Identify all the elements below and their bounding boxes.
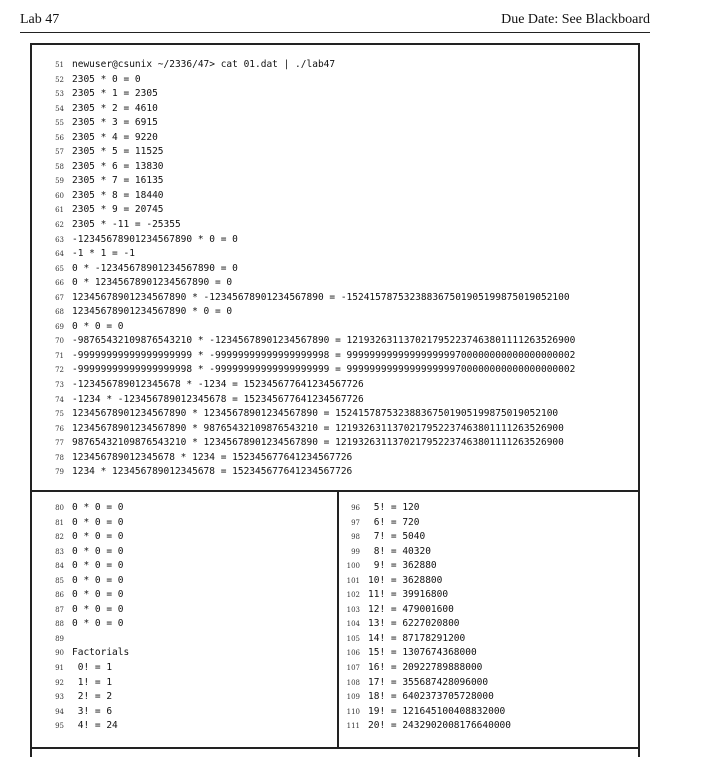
code-text: -99999999999999999999 * -99999999999999999998 = 9999999999999999999700000000000000000002 [72, 349, 576, 361]
code-line [344, 516, 511, 531]
code-text: 6! = 720 [368, 516, 420, 528]
code-line [344, 690, 511, 705]
terminal-output-left-column [44, 501, 129, 734]
code-text: 0 * 0 = 0 [72, 603, 124, 615]
code-text: 18! = 6402373705728000 [368, 691, 494, 703]
line-number: 106 [346, 649, 360, 658]
code-text: 98765432109876543210 * 12345678901234567890 = 1219326311370217952237463801111263526900 [72, 437, 564, 449]
code-line [44, 530, 129, 545]
line-number: 98 [351, 533, 360, 542]
line-number: 97 [351, 518, 360, 527]
code-line [44, 393, 575, 408]
line-number: 62 [55, 221, 64, 230]
code-line [344, 501, 511, 516]
line-number: 52 [55, 75, 64, 84]
code-text: -1 * 1 = -1 [72, 248, 135, 260]
code-line [44, 334, 575, 349]
code-text: -123456789012345678 * -1234 = 152345677641234567726 [72, 379, 364, 391]
code-text: 123456789012345678 * 1234 = 152345677641234567726 [72, 451, 353, 463]
code-text: 19! = 121645100408832000 [368, 705, 506, 717]
line-number: 102 [346, 591, 360, 600]
line-number: 70 [55, 337, 64, 346]
code-line [44, 465, 575, 480]
code-text: 0! = 1 [72, 662, 113, 674]
code-line [44, 378, 575, 393]
code-text: 0 * 0 = 0 [72, 574, 124, 586]
code-text: 0 * 0 = 0 [72, 502, 124, 513]
code-line [44, 305, 575, 320]
code-line [44, 705, 129, 720]
code-text: Factorials [72, 647, 130, 659]
code-line [44, 501, 129, 516]
code-line [44, 719, 129, 734]
code-text: 4! = 24 [72, 720, 118, 732]
code-text: 2305 * 9 = 20745 [72, 204, 164, 216]
code-line [44, 189, 575, 204]
code-text: 2305 * 2 = 4610 [72, 102, 158, 114]
line-number: 100 [346, 562, 360, 571]
code-line [44, 276, 575, 291]
code-text: 5! = 120 [368, 502, 420, 513]
code-line [44, 73, 575, 88]
code-line [344, 632, 511, 647]
code-line [344, 545, 511, 560]
line-number: 110 [346, 707, 360, 716]
code-text: 2305 * 5 = 11525 [72, 146, 164, 158]
line-number: 88 [55, 620, 64, 629]
code-line [44, 349, 575, 364]
code-text: -99999999999999999998 * -99999999999999999999 = 9999999999999999999700000000000000000002 [72, 364, 576, 376]
line-number: 58 [55, 162, 64, 171]
line-number: 89 [55, 634, 64, 643]
code-line [44, 102, 575, 117]
line-number: 73 [55, 381, 64, 390]
line-number: 54 [55, 104, 64, 113]
code-text: 20! = 2432902008176640000 [368, 720, 511, 732]
line-number: 79 [55, 468, 64, 477]
code-line [44, 87, 575, 102]
code-line [44, 262, 575, 277]
line-number: 77 [55, 439, 64, 448]
code-line [44, 646, 129, 661]
line-number: 90 [55, 649, 64, 658]
code-line [44, 407, 575, 422]
code-text: 15! = 1307674368000 [368, 647, 477, 659]
code-text: 14! = 87178291200 [368, 632, 466, 644]
code-line [44, 131, 575, 146]
code-text: 12345678901234567890 * 98765432109876543210 = 1219326311370217952237463801111263526900 [72, 422, 564, 434]
code-text: 0 * 0 = 0 [72, 589, 124, 601]
code-text: newuser@csunix ~/2336/47> cat 01.dat | ./lab47 [72, 59, 336, 70]
code-line [44, 291, 575, 306]
line-number: 104 [346, 620, 360, 629]
line-number: 51 [55, 61, 64, 69]
line-number: 108 [346, 678, 360, 687]
code-line [344, 646, 511, 661]
code-line [344, 559, 511, 574]
line-number: 63 [55, 235, 64, 244]
line-number: 56 [55, 133, 64, 142]
line-number: 76 [55, 424, 64, 433]
code-line [44, 545, 129, 560]
code-line [44, 422, 575, 437]
code-line [44, 116, 575, 131]
code-text: 2305 * 3 = 6915 [72, 117, 158, 129]
code-line [44, 516, 129, 531]
code-line [44, 436, 575, 451]
listing-bottom-border [30, 747, 640, 749]
code-line [44, 603, 129, 618]
line-number: 57 [55, 148, 64, 157]
code-text: 0 * 12345678901234567890 = 0 [72, 277, 233, 289]
listing-divider-vertical [337, 492, 339, 747]
line-number: 78 [55, 453, 64, 462]
line-number: 101 [346, 576, 360, 585]
line-number: 69 [55, 322, 64, 331]
line-number: 105 [346, 634, 360, 643]
code-text: 0 * 0 = 0 [72, 618, 124, 630]
code-text: 17! = 355687428096000 [368, 676, 489, 688]
code-text: 2! = 2 [72, 691, 113, 703]
code-text: 2305 * 0 = 0 [72, 73, 141, 85]
code-line [344, 705, 511, 720]
code-text: -12345678901234567890 * 0 = 0 [72, 233, 238, 245]
code-line [344, 603, 511, 618]
line-number: 85 [55, 576, 64, 585]
code-text: 2305 * 6 = 13830 [72, 160, 164, 172]
code-text: 0 * 0 = 0 [72, 545, 124, 557]
code-line [344, 617, 511, 632]
line-number: 71 [55, 351, 64, 360]
line-number: 91 [55, 664, 64, 673]
line-number: 68 [55, 308, 64, 317]
code-text: 0 * -12345678901234567890 = 0 [72, 262, 238, 274]
line-number: 66 [55, 279, 64, 288]
code-text: 0 * 0 = 0 [72, 531, 124, 543]
code-line [344, 574, 511, 589]
line-number: 83 [55, 547, 64, 556]
code-line [344, 719, 511, 734]
code-text: 16! = 20922789888000 [368, 662, 483, 674]
line-number: 99 [351, 547, 360, 556]
line-number: 65 [55, 264, 64, 273]
line-number: 94 [55, 707, 64, 716]
code-line [44, 145, 575, 160]
code-text: 2305 * 8 = 18440 [72, 189, 164, 201]
code-text: 8! = 40320 [368, 545, 431, 557]
code-line [44, 203, 575, 218]
code-text: -1234 * -123456789012345678 = 152345677641234567726 [72, 393, 364, 405]
code-text: 0 * 0 = 0 [72, 516, 124, 528]
code-line [44, 233, 575, 248]
line-number: 103 [346, 605, 360, 614]
code-text: 7! = 5040 [368, 531, 426, 543]
line-number: 92 [55, 678, 64, 687]
code-text: 1! = 1 [72, 676, 113, 688]
code-line [44, 661, 129, 676]
line-number: 109 [346, 693, 360, 702]
line-number: 67 [55, 293, 64, 302]
code-text: 13! = 6227020800 [368, 618, 460, 630]
code-text: 12! = 479001600 [368, 603, 454, 615]
code-text: -98765432109876543210 * -12345678901234567890 = 1219326311370217952237463801111263526900 [72, 335, 576, 347]
code-text: 2305 * 4 = 9220 [72, 131, 158, 143]
line-number: 93 [55, 693, 64, 702]
line-number: 55 [55, 119, 64, 128]
line-number: 96 [351, 504, 360, 512]
line-number: 60 [55, 191, 64, 200]
code-line [344, 676, 511, 691]
terminal-output-top [44, 58, 575, 480]
line-number: 80 [55, 504, 64, 512]
code-text: 10! = 3628800 [368, 574, 443, 586]
line-number: 64 [55, 250, 64, 259]
code-line [44, 218, 575, 233]
code-line [344, 588, 511, 603]
code-text: 0 * 0 = 0 [72, 320, 124, 332]
code-text: 12345678901234567890 * 0 = 0 [72, 306, 233, 318]
line-number: 111 [346, 722, 360, 731]
code-text: 12345678901234567890 * 12345678901234567890 = 152415787532388367501905199875019052100 [72, 408, 559, 420]
code-line [44, 174, 575, 189]
line-number: 86 [55, 591, 64, 600]
line-number: 81 [55, 518, 64, 527]
code-line [44, 676, 129, 691]
code-line [44, 632, 129, 647]
line-number: 95 [55, 722, 64, 731]
code-line [44, 320, 575, 335]
listing-divider-horizontal [30, 490, 640, 492]
code-text: 2305 * 7 = 16135 [72, 175, 164, 187]
line-number: 84 [55, 562, 64, 571]
code-text: 1234 * 123456789012345678 = 152345677641234567726 [72, 466, 353, 478]
line-number: 82 [55, 533, 64, 542]
code-line [344, 661, 511, 676]
code-line [44, 363, 575, 378]
code-text: 2305 * 1 = 2305 [72, 88, 158, 100]
code-text: 9! = 362880 [368, 560, 437, 572]
code-line [44, 559, 129, 574]
line-number: 72 [55, 366, 64, 375]
header-rule [20, 32, 650, 33]
page-header-right: Due Date: See Blackboard [501, 12, 650, 27]
code-line [44, 690, 129, 705]
code-line [44, 58, 575, 73]
line-number: 61 [55, 206, 64, 215]
terminal-output-right-column [344, 501, 511, 734]
code-line [44, 574, 129, 589]
code-line [44, 617, 129, 632]
line-number: 75 [55, 410, 64, 419]
code-text: 2305 * -11 = -25355 [72, 219, 181, 231]
page-header-left: Lab 47 [20, 12, 60, 27]
code-line [44, 247, 575, 262]
code-line [44, 451, 575, 466]
code-text: 12345678901234567890 * -12345678901234567890 = -152415787532388367501905199875019052100 [72, 291, 570, 303]
code-line [344, 530, 511, 545]
code-text: 3! = 6 [72, 705, 113, 717]
code-text: 11! = 39916800 [368, 589, 449, 601]
line-number: 87 [55, 605, 64, 614]
code-line [44, 588, 129, 603]
line-number: 74 [55, 395, 64, 404]
line-number: 53 [55, 90, 64, 99]
line-number: 107 [346, 664, 360, 673]
code-line [44, 160, 575, 175]
code-text: 0 * 0 = 0 [72, 560, 124, 572]
line-number: 59 [55, 177, 64, 186]
